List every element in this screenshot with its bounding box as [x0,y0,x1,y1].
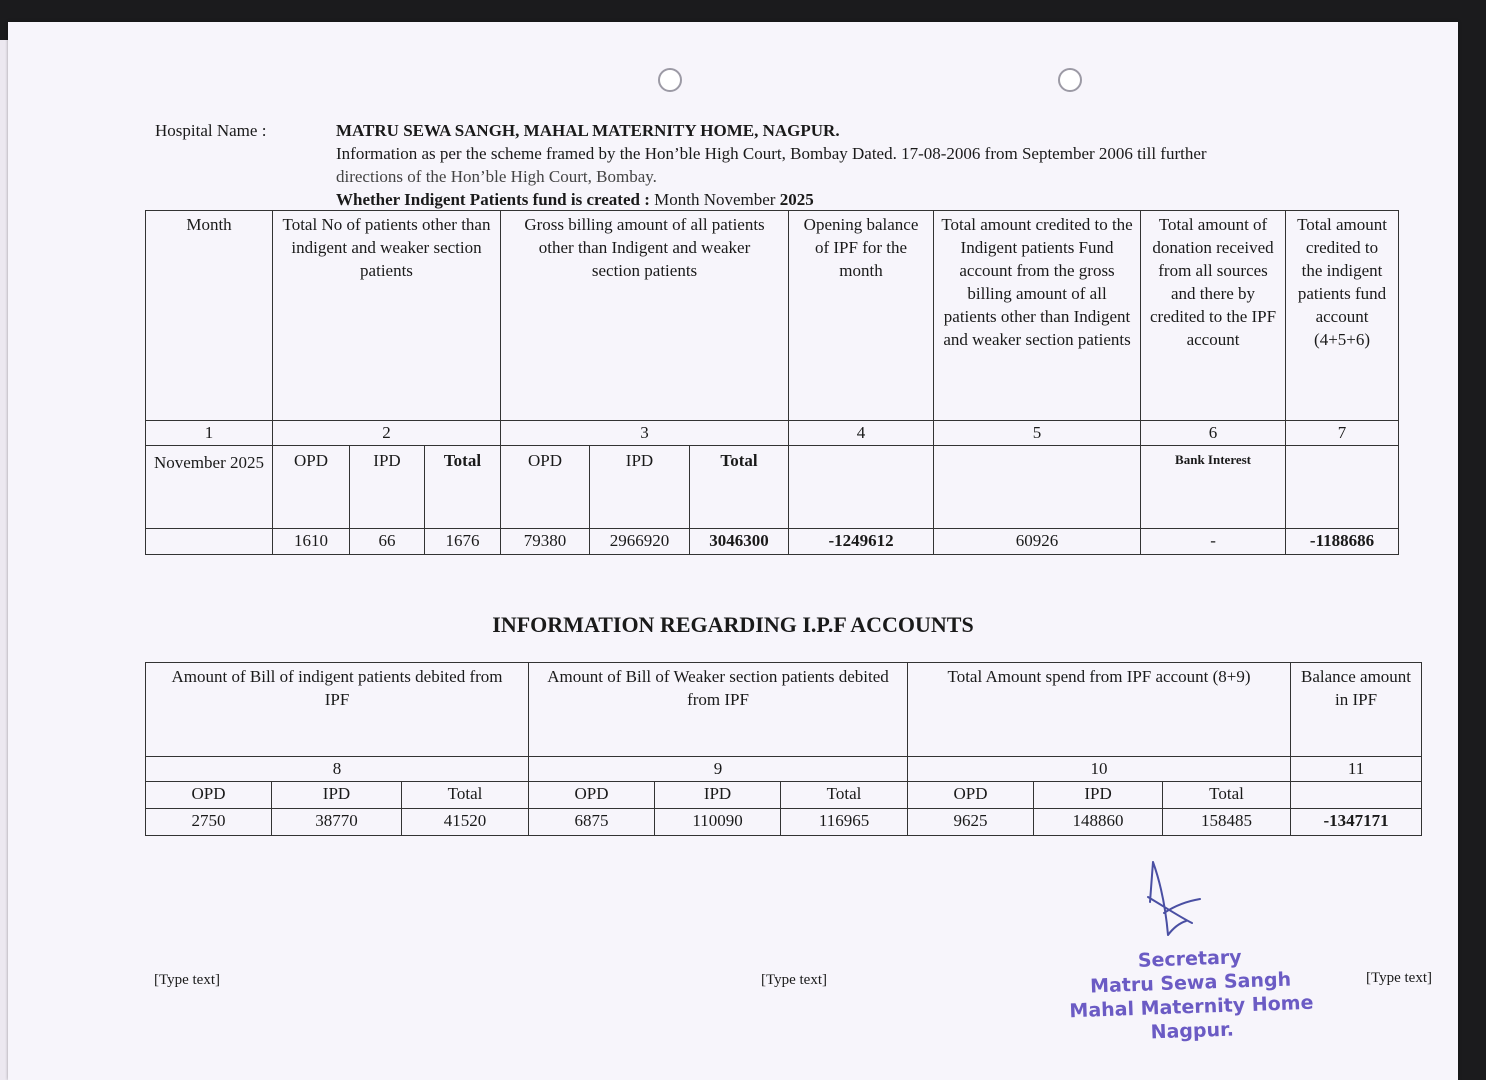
col-number: 3 [501,421,789,446]
opd-count: 1610 [273,529,350,555]
opd-amount: 79380 [501,529,590,555]
signature-icon [1128,857,1218,947]
stamp-line: Secretary [1137,946,1242,972]
info-line-1: Information as per the scheme framed by the Hon’ble High Court, Bombay Dated. 17-08-2006 from September 2006 till further [336,144,1207,163]
header-indigent-bill: Amount of Bill of indigent patients debited from IPF [146,663,529,757]
col-number: 10 [908,757,1291,782]
col-number: 1 [146,421,273,446]
col-number: 5 [934,421,1141,446]
sub-ipd: IPD [350,446,425,529]
spend-total: 158485 [1163,809,1291,836]
sub-ipd: IPD [272,782,402,809]
indigent-opd: 2750 [146,809,272,836]
weaker-ipd: 110090 [655,809,781,836]
col-number: 11 [1291,757,1422,782]
stamp-line: Matru Sewa Sangh [1089,968,1292,998]
col-number: 8 [146,757,529,782]
secretary-stamp [1064,943,1317,1048]
sub-total: Total [781,782,908,809]
spend-opd: 9625 [908,809,1034,836]
col-number: 7 [1286,421,1399,446]
col-number: 6 [1141,421,1286,446]
header-total-credited: Total amount credited to the Indigent patients Fund account from the gross billing amount of all patients other than Indigent and weaker section patients [934,211,1141,421]
empty-cell [934,446,1141,529]
hospital-name: MATRU SEWA SANGH, MAHAL MATERNITY HOME, NAGPUR. [336,121,840,140]
spend-ipd: 148860 [1034,809,1163,836]
empty-cell [1286,446,1399,529]
indigent-total: 41520 [402,809,529,836]
weaker-opd: 6875 [529,809,655,836]
scanner-right-edge [1458,0,1486,1080]
sub-total: Total [425,446,501,529]
ipd-count: 66 [350,529,425,555]
sub-ipd: IPD [655,782,781,809]
footer-center: [Type text] [761,972,828,988]
footer-left: [Type text] [154,972,221,988]
stamp-line: Mahal Maternity Home [1069,991,1314,1023]
footer-right: [Type text] [1366,970,1433,986]
sub-ipd: IPD [1034,782,1163,809]
weaker-total: 116965 [781,809,908,836]
patients-fund-table [145,210,1399,555]
header-gross-billing: Gross billing amount of all patients other than Indigent and weaker section patients [501,211,789,421]
col-number: 9 [529,757,908,782]
header-total-patients: Total No of patients other than indigent and weaker section patients [273,211,501,421]
sub-opd: OPD [908,782,1034,809]
fund-question: Whether Indigent Patients fund is created : [336,190,650,209]
donation-amount: - [1141,529,1286,555]
header-donation: Total amount of donation received from all sources and there by credited to the IPF account [1141,211,1286,421]
col-number: 4 [789,421,934,446]
header-total-spend: Total Amount spend from IPF account (8+9) [908,663,1291,757]
opening-balance: -1249612 [789,529,934,555]
col-number: 2 [273,421,501,446]
sub-total: Total [402,782,529,809]
hospital-name-label: Hospital Name : [155,121,267,140]
sub-opd: OPD [501,446,590,529]
empty-cell [1291,782,1422,809]
sub-total: Total [1163,782,1291,809]
month-label: Month November [654,190,776,209]
info-line-2: directions of the Hon’ble High Court, Bombay. [336,167,657,186]
balance-amount: -1347171 [1291,809,1422,836]
credited-amount: 60926 [934,529,1141,555]
header-weaker-bill: Amount of Bill of Weaker section patients debited from IPF [529,663,908,757]
sub-opd: OPD [529,782,655,809]
sub-opd: OPD [146,782,272,809]
header-month: Month [146,211,273,421]
sub-opd: OPD [273,446,350,529]
total-count: 1676 [425,529,501,555]
header-total-fund: Total amount credited to the indigent patients fund account (4+5+6) [1286,211,1399,421]
ipd-amount: 2966920 [590,529,690,555]
total-credited: -1188686 [1286,529,1399,555]
ipf-accounts-table [145,662,1422,836]
header-opening-balance: Opening balance of IPF for the month [789,211,934,421]
sub-ipd: IPD [590,446,690,529]
bank-interest-label: Bank Interest [1141,446,1286,529]
stamp-line: Nagpur. [1150,1018,1235,1044]
header-balance: Balance amount in IPF [1291,663,1422,757]
month-year: 2025 [779,190,814,209]
empty-cell [146,529,273,555]
punch-hole-right [1058,68,1082,92]
fund-created-line [336,190,814,210]
sub-total: Total [690,446,789,529]
month-cell: November 2025 [146,446,273,529]
empty-cell [789,446,934,529]
indigent-ipd: 38770 [272,809,402,836]
total-amount: 3046300 [690,529,789,555]
document-page [8,22,1458,1080]
section-title: INFORMATION REGARDING I.P.F ACCOUNTS [492,612,974,637]
punch-hole-left [658,68,682,92]
